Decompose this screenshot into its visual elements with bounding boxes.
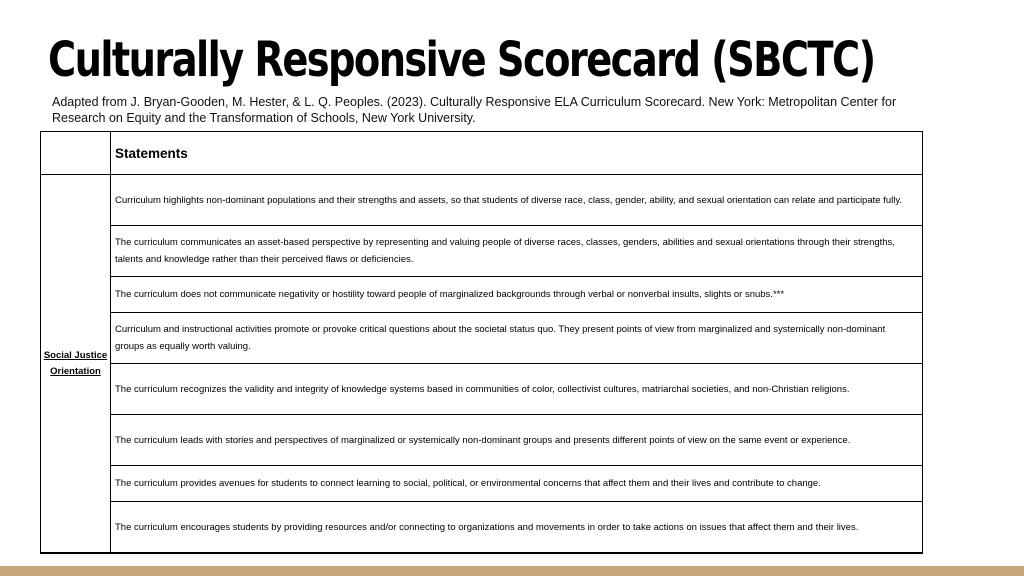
statements-column-header: Statements bbox=[111, 132, 923, 175]
table-row bbox=[41, 364, 923, 415]
table-row bbox=[41, 175, 923, 226]
category-label-line2: Orientation bbox=[50, 365, 101, 377]
statement-cell-3: The curriculum does not communicate negativity or hostility toward people of marginalized backgrounds through verbal or nonverbal insults, slights or snubs.*** bbox=[111, 277, 923, 313]
category-label-line1: Social Justice bbox=[43, 349, 108, 361]
corner-header-cell bbox=[41, 132, 111, 175]
statement-cell-7: The curriculum provides avenues for students to connect learning to social, political, or environmental concerns that affect them and their lives and contribute to change. bbox=[111, 466, 923, 502]
table-row bbox=[41, 502, 923, 554]
table-row bbox=[41, 226, 923, 277]
table-header-row bbox=[41, 132, 923, 175]
page-title: Culturally Responsive Scorecard (SBCTC) bbox=[48, 32, 875, 88]
table-row bbox=[41, 313, 923, 364]
statement-cell-8: The curriculum encourages students by providing resources and/or connecting to organizations and movements in order to take actions on issues that affect them and their lives. bbox=[111, 502, 923, 554]
statement-cell-6: The curriculum leads with stories and perspectives of marginalized or systemically non-dominant groups and presents different points of view on the same event or experience. bbox=[111, 415, 923, 466]
statement-cell-5: The curriculum recognizes the validity and integrity of knowledge systems based in communities of color, collectivist cultures, matriarchal societies, and non-Christian religions. bbox=[111, 364, 923, 415]
statement-cell-2: The curriculum communicates an asset-based perspective by representing and valuing people of diverse races, classes, genders, abilities and sexual orientations through their strengths, talents and knowledge rather than their perceived flaws or deficiencies. bbox=[111, 226, 923, 277]
statement-cell-1: Curriculum highlights non-dominant populations and their strengths and assets, so that students of diverse race, class, gender, ability, and sexual orientation can relate and participate fully. bbox=[111, 175, 923, 226]
table-row bbox=[41, 466, 923, 502]
scorecard-table bbox=[40, 131, 923, 554]
table-row bbox=[41, 415, 923, 466]
statement-cell-4: Curriculum and instructional activities promote or provoke critical questions about the societal status quo. They present points of view from marginalized and systemically non-dominant groups as equally worth valuing. bbox=[111, 313, 923, 364]
table-row bbox=[41, 277, 923, 313]
citation-text: Adapted from J. Bryan-Gooden, M. Hester, & L. Q. Peoples. (2023). Culturally Responsive ELA Curriculum Scorecard. New York: Metropolitan Center for Research on Equity and the Transformation of Schools, New York University. bbox=[52, 95, 897, 125]
bottom-accent-bar bbox=[0, 566, 1024, 576]
category-cell-social-justice-orientation bbox=[41, 175, 111, 554]
